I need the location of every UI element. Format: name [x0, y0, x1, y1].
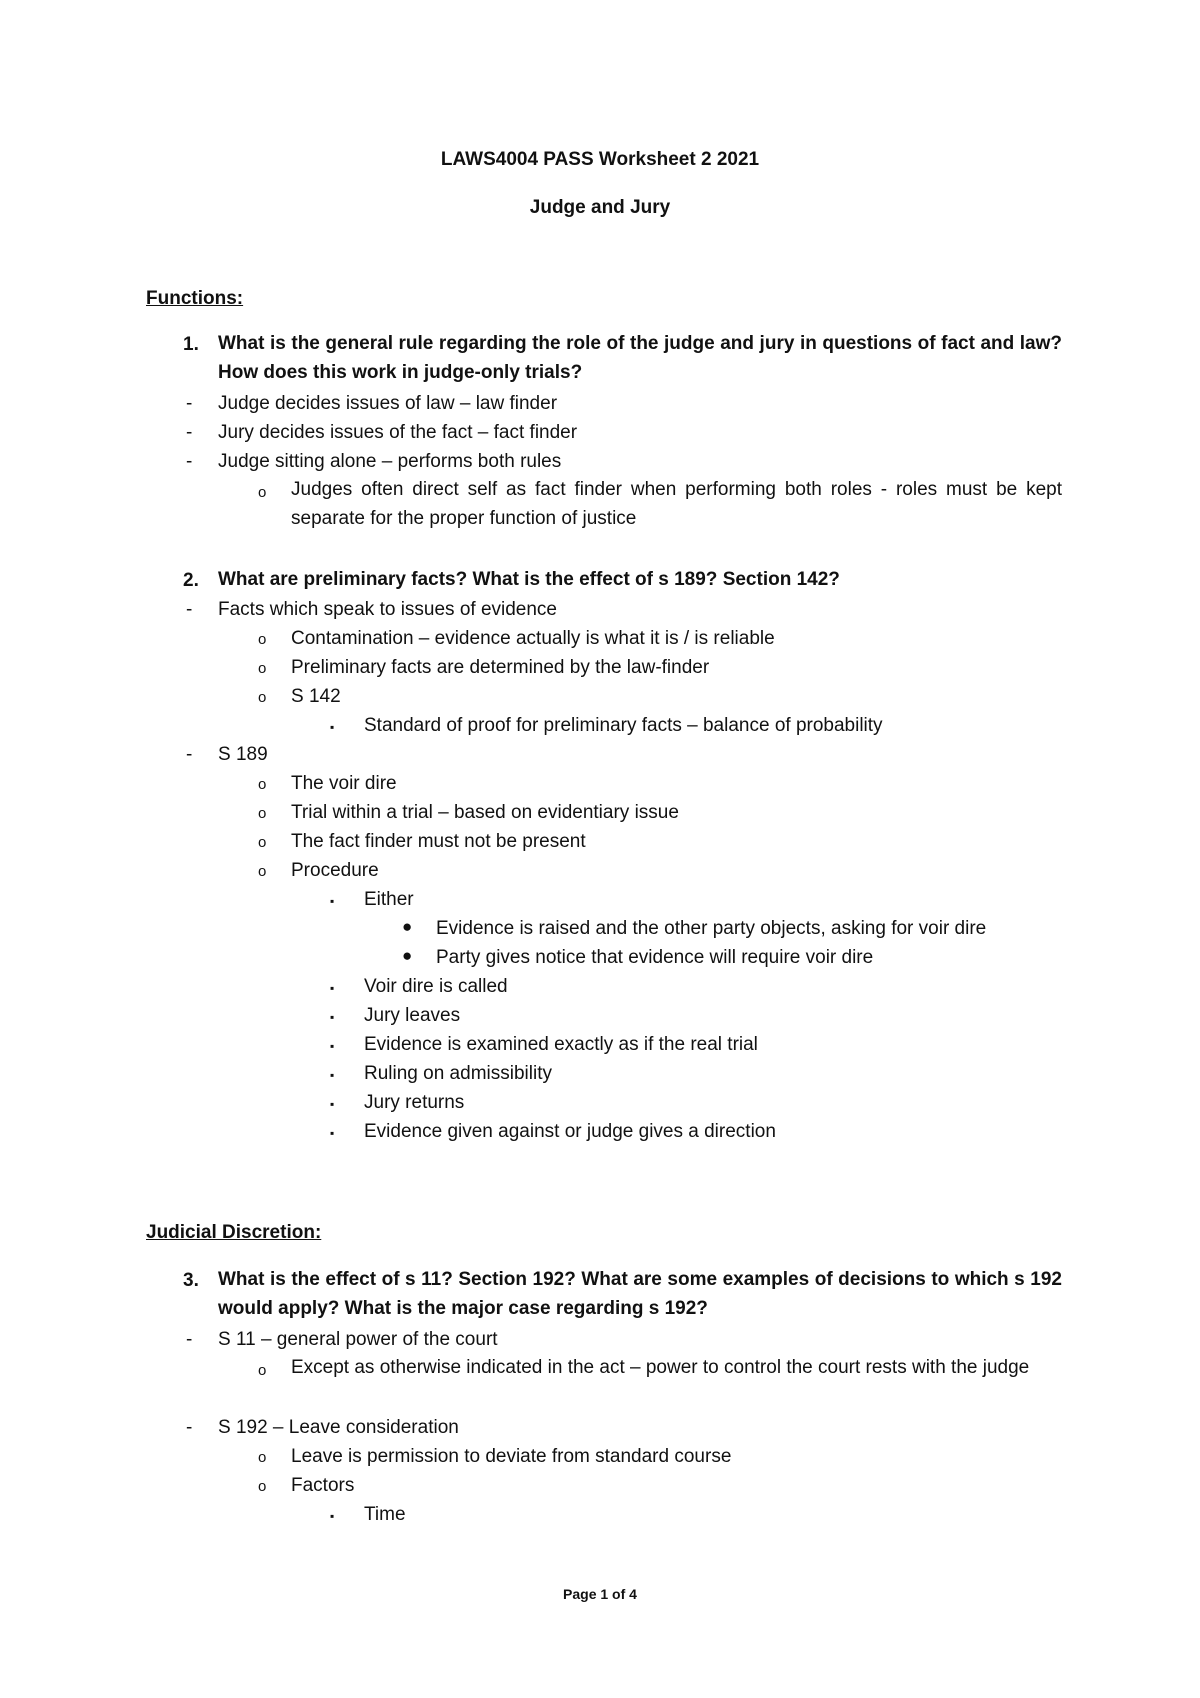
list-item: Either [364, 889, 414, 910]
square-marker: ▪ [330, 1509, 335, 1523]
dash-marker: - [186, 451, 193, 472]
circle-marker: o [258, 1449, 267, 1466]
square-marker: ▪ [330, 1097, 335, 1111]
list-item: Evidence is raised and the other party objects, asking for voir dire [436, 918, 987, 939]
circle-marker: o [258, 1362, 267, 1379]
list-item: S 142 [291, 686, 341, 707]
dash-marker: - [186, 1329, 193, 1350]
section-heading-functions: Functions: [146, 288, 244, 309]
circle-marker: o [258, 1478, 267, 1495]
list-item: Voir dire is called [364, 976, 508, 997]
list-item: Preliminary facts are determined by the law-finder [291, 657, 710, 678]
list-item: Standard of proof for preliminary facts – balance of probability [364, 715, 883, 736]
square-marker: ▪ [330, 1068, 335, 1082]
question-3-text: What is the effect of s 11? Section 192? What are some examples of decisions to which s 192 would apply? What is the major case regarding s 192? [218, 1269, 1062, 1319]
dash-marker: - [186, 744, 193, 765]
list-item: Except as otherwise indicated in the act – power to control the court rests with the judge [291, 1357, 1030, 1378]
document-subtitle: Judge and Jury [529, 197, 671, 218]
list-item: Evidence is examined exactly as if the real trial [364, 1034, 758, 1055]
dash-marker: - [186, 1417, 193, 1438]
dash-marker: - [186, 422, 193, 443]
square-marker: ▪ [330, 1039, 335, 1053]
question-1-text: What is the general rule regarding the role of the judge and jury in questions of fact and law? How does this work in judge-only trials? [218, 333, 1062, 383]
list-item: Factors [291, 1475, 355, 1496]
square-marker: ▪ [330, 1010, 335, 1024]
circle-marker: o [258, 863, 267, 880]
dot-marker: ● [402, 917, 413, 936]
square-marker: ▪ [330, 981, 335, 995]
list-item: Ruling on admissibility [364, 1063, 552, 1084]
list-item: Time [364, 1504, 406, 1525]
list-item: Evidence given against or judge gives a direction [364, 1121, 776, 1142]
question-2-text: What are preliminary facts? What is the effect of s 189? Section 142? [218, 569, 840, 590]
page-footer: Page 1 of 4 [563, 1586, 637, 1602]
list-item: The voir dire [291, 773, 397, 794]
circle-marker: o [258, 631, 267, 648]
dot-marker: ● [402, 946, 413, 965]
list-item: Party gives notice that evidence will require voir dire [436, 947, 874, 968]
square-marker: ▪ [330, 720, 335, 734]
circle-marker: o [258, 834, 267, 851]
list-item: Jury returns [364, 1092, 465, 1113]
list-item: S 189 [218, 744, 268, 765]
circle-marker: o [258, 660, 267, 677]
dash-marker: - [186, 599, 193, 620]
square-marker: ▪ [330, 894, 335, 908]
list-item: Jury leaves [364, 1005, 461, 1026]
list-item: Trial within a trial – based on evidentiary issue [291, 802, 679, 823]
list-item: The fact finder must not be present [291, 831, 586, 852]
question-number-1: 1. [183, 334, 199, 355]
circle-marker: o [258, 689, 267, 706]
list-item: S 192 – Leave consideration [218, 1417, 459, 1438]
list-item: Jury decides issues of the fact – fact finder [218, 422, 578, 443]
question-number-3: 3. [183, 1270, 199, 1291]
circle-marker: o [258, 776, 267, 793]
question-number-2: 2. [183, 570, 199, 591]
list-item: Procedure [291, 860, 379, 881]
list-item: Judge sitting alone – performs both rules [218, 451, 562, 472]
list-item: Judges often direct self as fact finder when performing both roles - roles must be kept separate for the proper function of justice [291, 479, 1062, 529]
dash-marker: - [186, 393, 193, 414]
list-item: S 11 – general power of the court [218, 1329, 498, 1350]
document-title: LAWS4004 PASS Worksheet 2 2021 [440, 149, 760, 170]
square-marker: ▪ [330, 1126, 335, 1140]
circle-marker: o [258, 805, 267, 822]
circle-marker: o [258, 484, 267, 501]
list-item: Contamination – evidence actually is what it is / is reliable [291, 628, 775, 649]
section-heading-judicial-discretion: Judicial Discretion: [146, 1222, 322, 1243]
list-item: Facts which speak to issues of evidence [218, 599, 558, 620]
list-item: Judge decides issues of law – law finder [218, 393, 558, 414]
list-item: Leave is permission to deviate from standard course [291, 1446, 732, 1467]
